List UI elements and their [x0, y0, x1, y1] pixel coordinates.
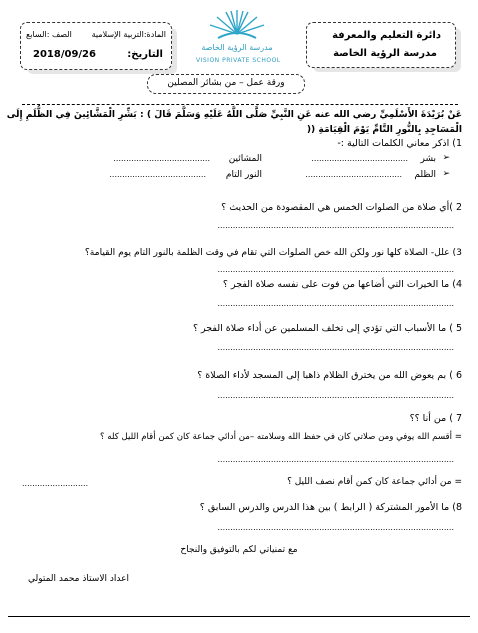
vocab-bullet: ➢ [442, 153, 450, 163]
logo-arabic-text: مدرسة الرؤية الخاصة [201, 43, 273, 52]
vocab-bullet: ➢ [442, 169, 450, 179]
question-1: 1) اذكر معاني الكلمات التالية :- [337, 138, 462, 149]
authority-name: دائرة التعليم والمعرفة [332, 30, 441, 41]
subject-header-box [20, 22, 172, 70]
date-value: 2018/09/26 [33, 49, 96, 60]
vocab-word: المشائين [228, 154, 262, 164]
subject-label: المادة:التربية الإسلامية [91, 30, 166, 39]
vocab-dots: ...................................... [305, 170, 402, 179]
question-7b: = من أدائي جماعة كان كمن أقام نصف الليل ؟ [287, 477, 462, 487]
vocab-dots: ...................................... [311, 154, 408, 163]
bottom-divider [8, 616, 470, 617]
question-8: 8) ما الأمور المشتركة ( الرابط ) بين هذا الدرس والدرس السابق ؟ [199, 502, 462, 513]
hadith-line-1: عَنْ بُرَيْدَةَ الأَسْلَمِيِّ رضي الله عنه عَنِ النَّبِيِّ صَلَّى اللَّهُ عَلَيْهِ وَسَلَّمَ قَالَ ) : بَشِّرِ الْمَشَّائِينَ فِي الظُّلَمِ إِلَى [6, 109, 462, 120]
vocab-word: الظلم [414, 170, 436, 180]
question-6: 6 ) بم يعوض الله من يخترق الظلام ذاهبا إلى المسجد لأداء الصلاة ؟ [197, 370, 462, 381]
question-7a: = أقسم الله يوفي ومن صلاتي كان في حفظ الله وسلامته –من أدائي جماعة كان كمن أقام الليل كله ؟ [99, 432, 462, 442]
answer-line: ............................................................................................. [217, 343, 454, 352]
answer-line-short: .......................... [22, 479, 89, 488]
answer-line: ............................................................................................. [217, 523, 454, 532]
question-2: 2 )أي صلاة من الصلوات الخمس هي المقصودة من الحديث ؟ [221, 202, 462, 213]
school-logo [196, 8, 281, 70]
answer-line: ............................................................................................. [217, 391, 454, 400]
answer-line: ............................................................................................. [217, 221, 454, 230]
logo-english-text: VISION PRIVATE SCHOOL [196, 57, 281, 64]
question-3: 3) علل- الصلاة كلها نور ولكن الله خص الصلوات التي تقام في وقت الظلمة بالنور التام يوم القيامة؟ [84, 247, 462, 258]
answer-line: ............................................................................................. [217, 299, 454, 308]
vocab-word: النور التام [225, 170, 262, 180]
question-7: 7 ) من أنا ؟؟ [409, 413, 462, 424]
closing-wishes: مع تمنياتي لكم بالتوفيق والنجاح [180, 545, 298, 555]
vocab-dots: ...................................... [113, 154, 210, 163]
section-divider [22, 104, 458, 105]
grade-label: الصف :السابع [26, 30, 72, 39]
school-name: مدرسة الرؤية الخاصة [333, 48, 437, 59]
worksheet-title: ورقة عمل – من بشائر المصلين [167, 78, 285, 88]
author-credit: اعداد الاستاذ محمد المتولي [28, 574, 129, 584]
title-box [147, 74, 305, 94]
answer-line: ............................................................................................. [217, 455, 454, 464]
vocab-dots: ...................................... [109, 170, 206, 179]
vocab-word: بشر [420, 154, 436, 164]
date-label: التاريخ: [127, 49, 163, 60]
question-5: 5 ) ما الأسباب التي تؤدي إلى تخلف المسلمين عن أداء صلاة الفجر ؟ [192, 323, 462, 334]
hadith-line-2: الْمَسَاجِدِ بِالنُّورِ التَّامِّ يَوْمَ الْقِيَامَةِ (( [306, 124, 462, 135]
answer-line: ............................................................................................. [217, 265, 454, 274]
school-header-box [306, 22, 456, 68]
question-4: 4) ما الخيرات التي أضاعها من فوت على نفسه صلاة الفجر ؟ [222, 279, 462, 290]
